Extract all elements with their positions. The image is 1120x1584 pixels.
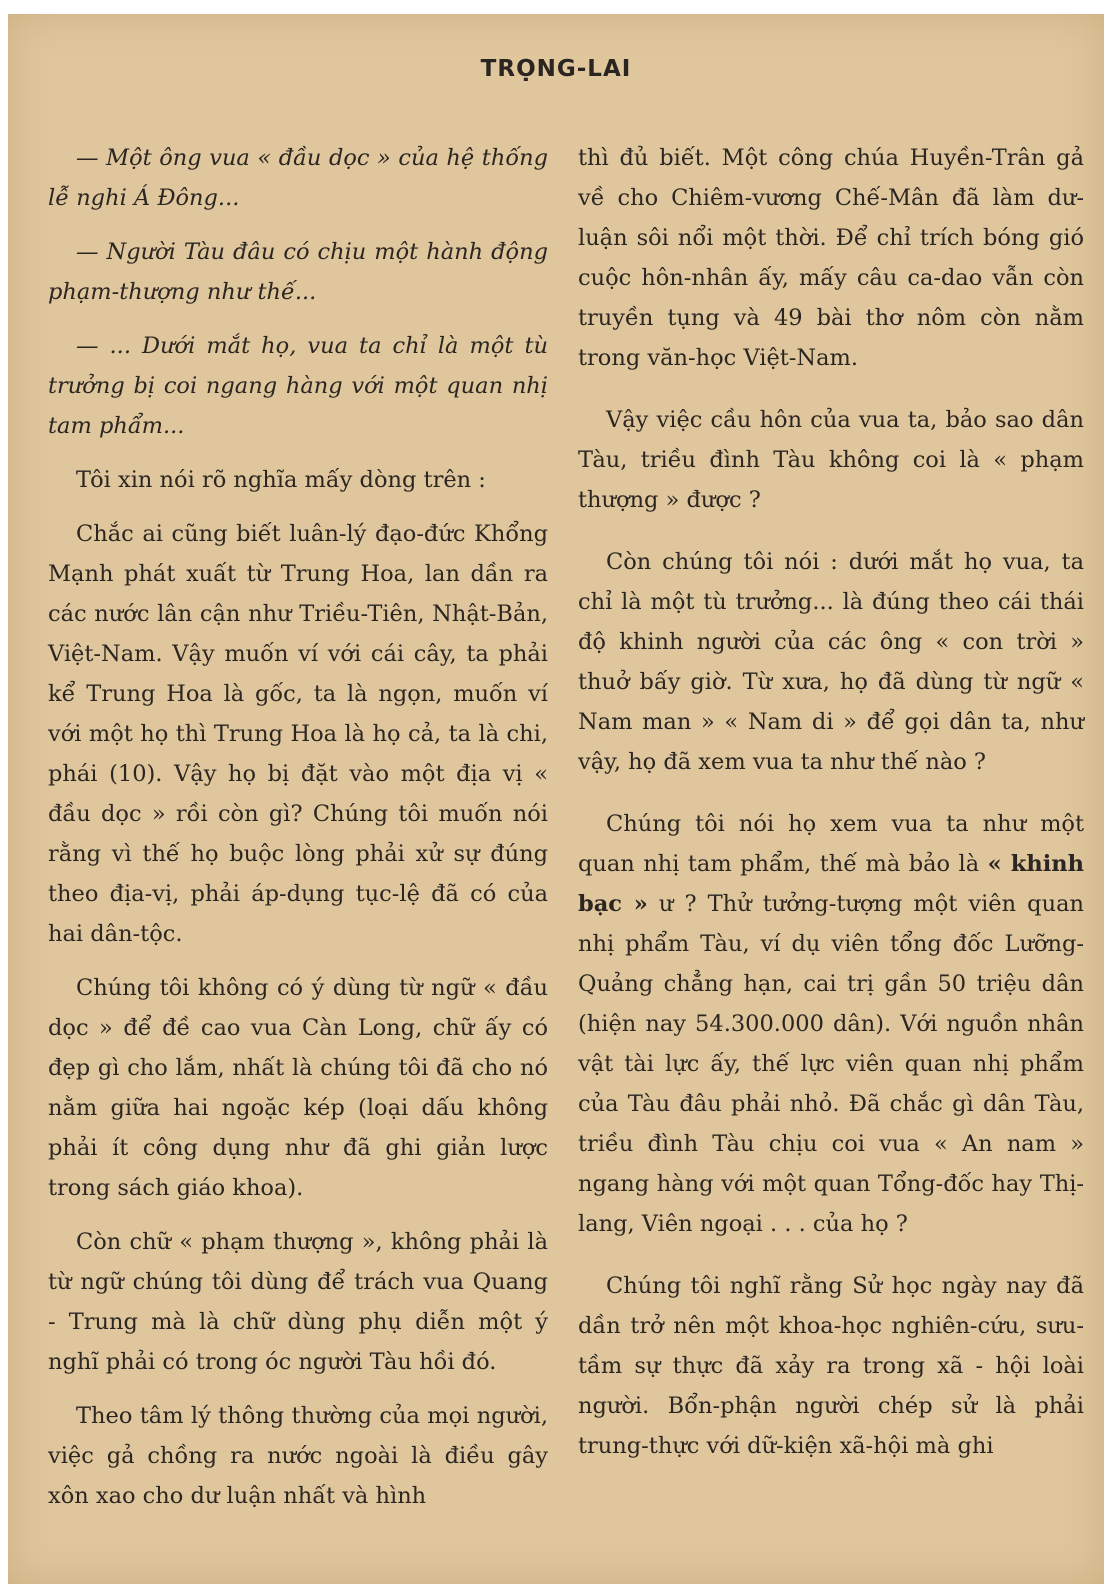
paragraph: Tôi xin nói rõ nghĩa mấy dòng trên : (76, 467, 486, 493)
paragraph: Chúng tôi không có ý dùng từ ngữ « đầu dọc » để đề cao vua Càn Long, chữ ấy có đẹp gì cho lắm, nhất là chúng tôi đã cho nó nằm giữa hai ngoặc kép (loại dấu không phải ít công dụng như đã ghi giản lược trong sách giáo khoa). (48, 975, 548, 1201)
paragraph: thì đủ biết. Một công chúa Huyền-Trân gả về cho Chiêm-vương Chế-Mân đã làm dư-luận sôi nổi một thời. Để chỉ trích bóng gió cuộc hôn-nhân ấy, mấy câu ca-dao vẫn còn truyền tụng và 49 bài thơ nôm còn nằm trong văn-học Việt-Nam. (578, 145, 1084, 371)
quote-1: — Một ông vua « đầu dọc » của hệ thống lễ nghi Á Đông... (48, 145, 548, 211)
paragraph (578, 804, 1084, 1244)
left-column (48, 138, 548, 1530)
bold-phrase: « khinh bạc » (578, 851, 1084, 917)
text-span: ư ? Thử tưởng-tượng một viên quan nhị phẩm Tàu, ví dụ viên tổng đốc Lưỡng-Quảng chẳng hạn, cai trị gần 50 triệu dân (hiện nay 54.300.000 dân). Với nguồn nhân vật tài lực ấy, thế lực viên quan nhị phẩm của Tàu đâu phải nhỏ. Đã chắc gì dân Tàu, triều đình Tàu chịu coi vua « An nam » ngang hàng với một quan Tổng-đốc hay Thị-lang, Viên ngoại . . . của họ ? (578, 891, 1084, 1237)
paragraph: Chúng tôi nghĩ rằng Sử học ngày nay đã dần trở nên một khoa-học nghiên-cứu, sưu-tầm sự thực đã xảy ra trong xã - hội loài người. Bổn-phận người chép sử là phải trung-thực với dữ-kiện xã-hội mà ghi (578, 1273, 1084, 1459)
text-span: Chúng tôi nói họ xem vua ta như một quan nhị tam phẩm, thế mà bảo là (578, 811, 1084, 877)
paragraph: Còn chữ « phạm thượng », không phải là từ ngữ chúng tôi dùng để trách vua Quang - Trung mà là chữ dùng phụ diễn một ý nghĩ phải có trong óc người Tàu hồi đó. (48, 1229, 548, 1375)
paragraph: Còn chúng tôi nói : dưới mắt họ vua, ta chỉ là một tù trưởng... là đúng theo cái thái độ khinh người của các ông « con trời » thuở bấy giờ. Từ xưa, họ đã dùng từ ngữ « Nam man » « Nam di » để gọi dân ta, như vậy, họ đã xem vua ta như thế nào ? (578, 549, 1084, 775)
scanned-page (8, 14, 1104, 1584)
paragraph: Chắc ai cũng biết luân-lý đạo-đức Khổng Mạnh phát xuất từ Trung Hoa, lan dần ra các nước lân cận như Triều-Tiên, Nhật-Bản, Việt-Nam. Vậy muốn ví với cái cây, ta phải kể Trung Hoa là gốc, ta là ngọn, muốn ví với một họ thì Trung Hoa là họ cả, ta là chi, phái (10). Vậy họ bị đặt vào một địa vị « đầu dọc » rồi còn gì? Chúng tôi muốn nói rằng vì thế họ buộc lòng phải xử sự đúng theo địa-vị, phải áp-dụng tục-lệ đã có của hai dân-tộc. (48, 521, 548, 947)
paragraph: Theo tâm lý thông thường của mọi người, việc gả chồng ra nước ngoài là điều gây xôn xao cho dư luận nhất và hình (48, 1403, 548, 1509)
quote-2: — Người Tàu đâu có chịu một hành động phạm-thượng như thế... (48, 239, 548, 305)
page-header: TRỌNG-LAI (480, 56, 632, 82)
quote-3: — ... Dưới mắt họ, vua ta chỉ là một tù trưởng bị coi ngang hàng với một quan nhị tam phẩm... (48, 333, 548, 439)
paragraph: Vậy việc cầu hôn của vua ta, bảo sao dân Tàu, triều đình Tàu không coi là « phạm thượng » được ? (578, 407, 1084, 513)
right-column (578, 138, 1084, 1480)
